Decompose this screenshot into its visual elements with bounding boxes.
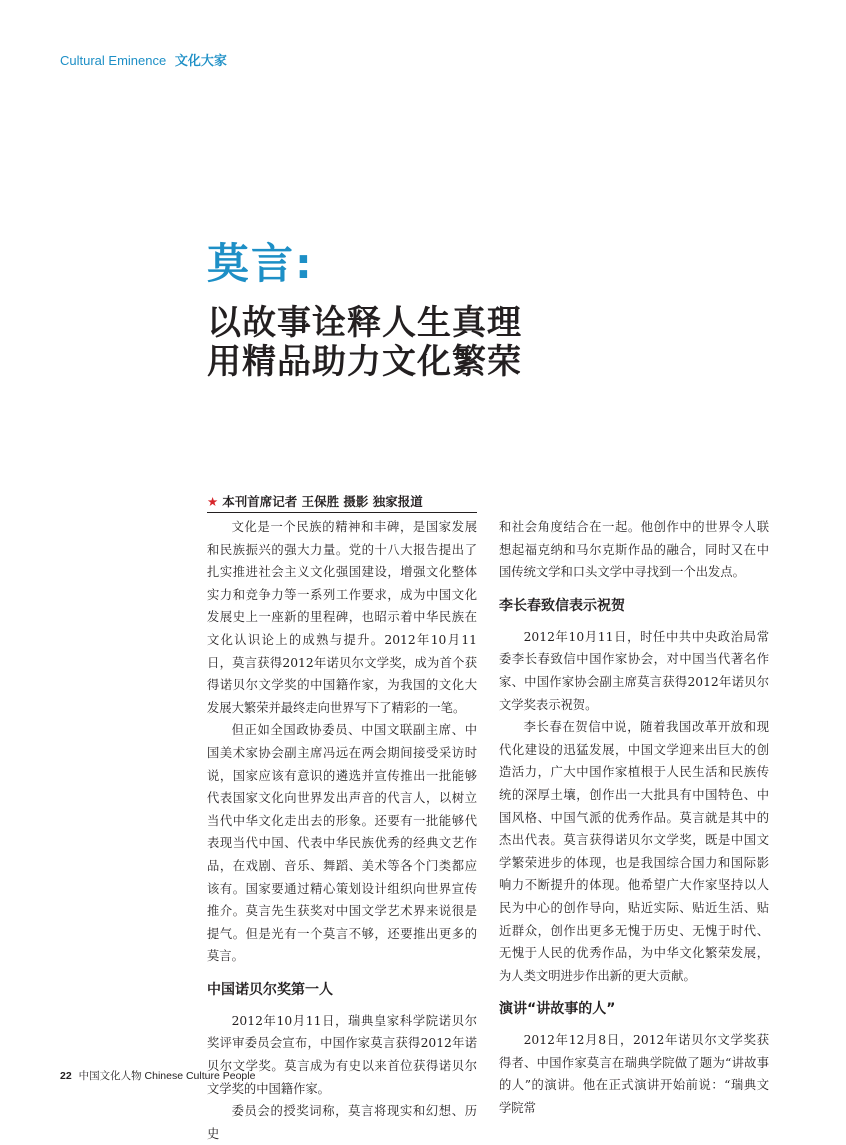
page-number: 22 (60, 1070, 72, 1082)
publication-name: 中国文化人物 Chinese Culture People (78, 1070, 256, 1082)
section-header (60, 50, 227, 69)
article-title-block (207, 238, 522, 382)
body-paragraph: 2012年10月11日，时任中共中央政治局常委李长春致信中国作家协会，对中国当代著名作家、中国作家协会副主席莫言获得2012年诺贝尔文学奖表示祝贺。 (499, 629, 769, 712)
body-paragraph: 委员会的授奖词称，莫言将现实和幻想、历史 (207, 1104, 477, 1141)
section-title-en: Cultural Eminence (60, 53, 167, 68)
right-column (499, 516, 769, 1120)
body-paragraph: 李长春在贺信中说，随着我国改革开放和现代化建设的迅猛发展，中国文学迎来出巨大的创造活力，广大中国作家植根于人民生活和民族传统的深厚土壤，创作出一大批具有中国特色、中国风格、中国气派的优秀作品。莫言就是其中的杰出代表。莫言获得诺贝尔文学奖，既是中国文学繁荣进步的体现，也是我国综合国力和国际影响力不断提升的体现。他希望广大作家坚持以人民为中心的创作导向，贴近实际、贴近生活、贴近群众，创作出更多无愧于历史、无愧于时代、无愧于人民的优秀作品，为中华文化繁荣发展，为人类文明进步作出新的更大贡献。 (499, 720, 769, 983)
article-title: 莫言: (207, 239, 314, 288)
body-paragraph: 文化是一个民族的精神和丰碑，是国家发展和民族振兴的强大力量。党的十八大报告提出了扎实推进社会主义文化强国建设，增强文化整体实力和竞争力等一系列工作要求，成为中国文化发展史上一座新的里程碑，也昭示着中华民族在文化认识论上的成熟与提升。2012年10月11日，莫言获得2012年诺贝尔文学奖，成为首个获得诺贝尔文学奖的中国籍作家，为我国的文化大发展大繁荣并最终走向世界写下了精彩的一笔。 (207, 520, 477, 715)
body-paragraph: 但正如全国政协委员、中国文联副主席、中国美术家协会副主席冯远在两会期间接受采访时说，国家应该有意识的遴选并宣传推出一批能够代表国家文化向世界发出声音的代言人，以树立当代中华文化走出去的形象。还要有一批能够代表现当代中国、代表中华民族优秀的经典文艺作品，在戏剧、音乐、舞蹈、美术等各个门类都应该有。国家要通过精心策划设计组织向世界宣传推介。莫言先生获奖对中国文学艺术界来说很是提气。但是光有一个莫言不够，还要推出更多的莫言。 (207, 723, 477, 964)
byline-text: 本刊首席记者 王保胜 摄影 独家报道 (222, 494, 423, 509)
section-heading: 李长春致信表示祝贺 (499, 597, 625, 614)
byline (207, 494, 477, 513)
section-heading: 演讲“讲故事的人” (499, 1001, 616, 1018)
section-title-cn: 文化大家 (174, 53, 227, 68)
body-paragraph: 2012年12月8日，2012年诺贝尔文学奖获得者、中国作家莫言在瑞典学院做了题为“讲故事的人”的演讲。他在正式演讲开始前说：“瑞典文学院常 (499, 1033, 769, 1116)
body-paragraph: 和社会角度结合在一起。他创作中的世界令人联想起福克纳和马尔克斯作品的融合，同时又在中国传统文学和口头文学中寻找到一个出发点。 (499, 520, 769, 580)
left-column (207, 516, 477, 1145)
star-icon: ★ (207, 494, 219, 509)
body-paragraph: 2012年10月11日，瑞典皇家科学院诺贝尔奖评审委员会宣布，中国作家莫言获得2012年诺贝尔文学奖。莫言成为有史以来首位获得诺贝尔文学奖的中国籍作家。 (207, 1013, 477, 1096)
page-footer (60, 1068, 255, 1083)
article-subtitle-line-1: 以故事诠释人生真理 (207, 303, 522, 343)
article-subtitle-line-2: 用精品助力文化繁荣 (207, 342, 522, 382)
section-heading: 中国诺贝尔奖第一人 (207, 981, 333, 998)
